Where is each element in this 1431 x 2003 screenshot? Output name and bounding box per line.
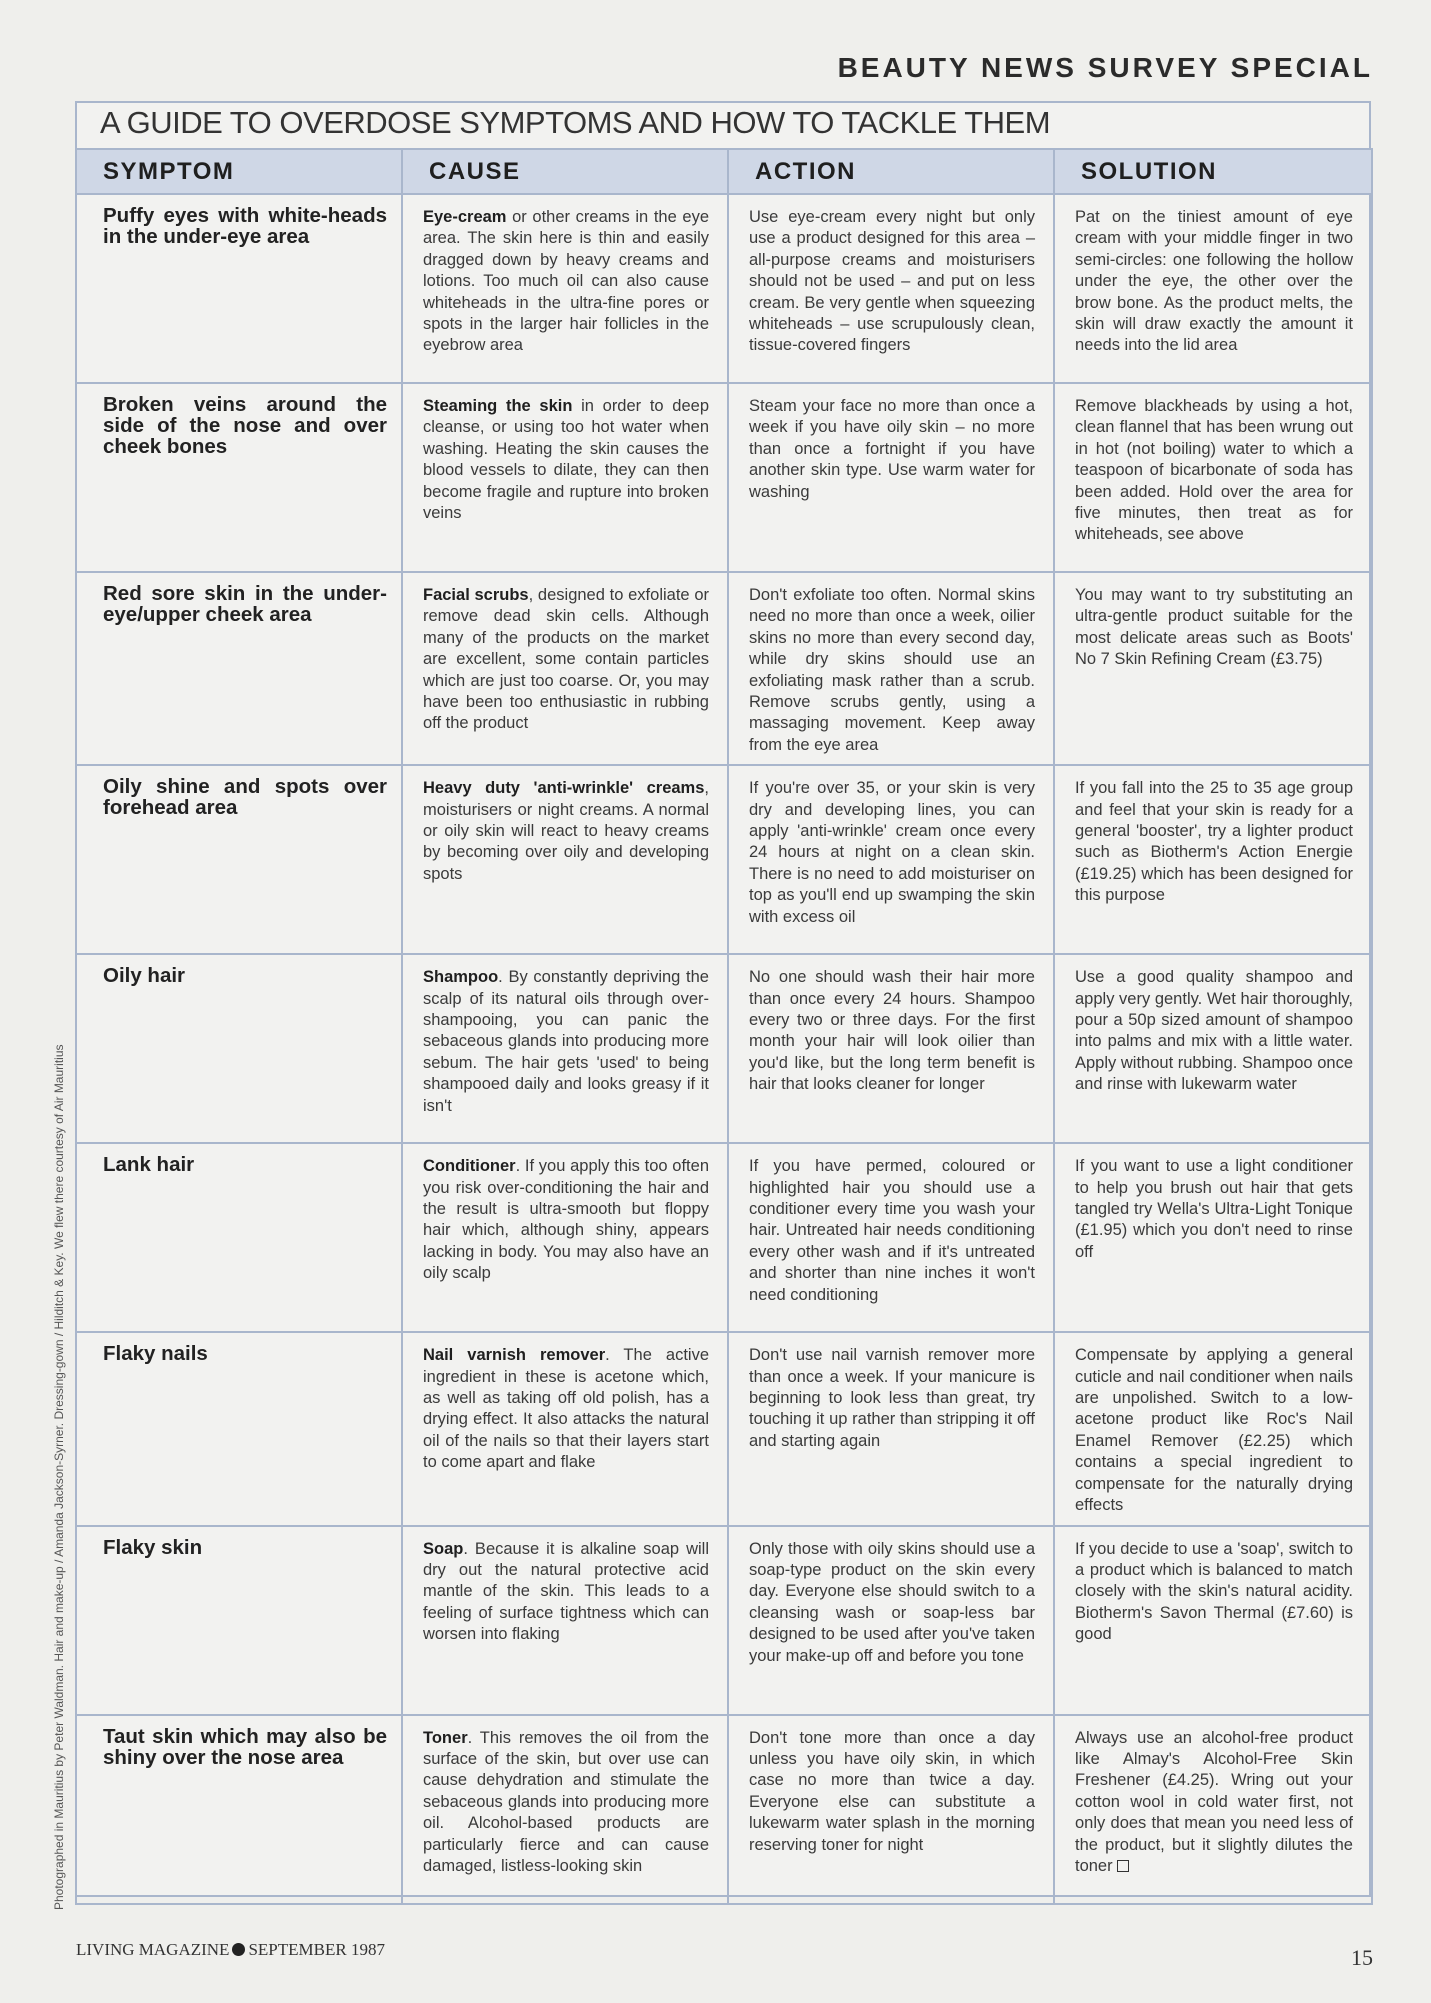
table-row (76, 1526, 1372, 1715)
cause-cell (402, 383, 728, 572)
bullet-icon (232, 1943, 245, 1956)
cause-lead: Steaming the skin (423, 397, 573, 415)
cause-text: , designed to exfoliate or remove dead skin cells. Although many of the products on the market are excellent, some contain particles which are just too coarse. Or, you may have been too enthusiastic in rubbing off the product (423, 586, 709, 733)
solution-text: Compensate by applying a general cuticle and nail conditioner when nails are unpolished. Switch to a low-acetone product like Roc's Nail Enamel Remover (£2.25) which contains a special ingredient to compensate for the naturally drying effects (1075, 1346, 1353, 1515)
action-cell: Don't use nail varnish remover more than once a week. If your manicure is beginning to look less than great, try touching it up rather than stripping it off and starting again (728, 1332, 1054, 1525)
symptom-cell: Flaky nails (76, 1332, 402, 1525)
symptom-cell: Lank hair (76, 1143, 402, 1332)
end-mark-icon (1117, 1860, 1129, 1872)
table-row (76, 1332, 1372, 1525)
cause-cell (402, 572, 728, 765)
solution-text: Always use an alcohol-free product like Almay's Alcohol-Free Skin Freshener (£4.25). Wring out your cotton wool in cold water first, not only does that mean you need less of the product, but it slightly dilutes the toner (1075, 1728, 1353, 1875)
symptom-cell: Broken veins around the side of the nose and over cheek bones (76, 383, 402, 572)
solution-cell (1054, 383, 1372, 572)
solution-text: Use a good quality shampoo and apply very gently. Wet hair thoroughly, pour a 50p sized amount of shampoo into palms and mix with a little water. Apply without rubbing. Shampoo once and rinse with lukewarm water (1075, 968, 1353, 1094)
cause-lead: Soap (423, 1539, 464, 1558)
cause-lead: Facial scrubs (423, 586, 529, 604)
solution-text: Pat on the tiniest amount of eye cream with your middle finger in two semi-circles: one following the hollow under the eye, the other over the brow bone. As the product melts, the skin will draw exactly the amount it needs into the lid area (1075, 208, 1353, 355)
cause-cell (402, 194, 728, 383)
cause-cell (402, 765, 728, 954)
column-header: ACTION (728, 149, 1054, 194)
cause-lead: Conditioner (423, 1157, 516, 1176)
solution-text: If you want to use a light conditioner to help you brush out hair that gets tangled try Wella's Ultra-Light Tonique (£1.95) which you don't need to rinse off (1075, 1157, 1353, 1261)
action-cell: Steam your face no more than once a week if you have oily skin – no more than once a fortnight if you have another skin type. Use warm water for washing (728, 383, 1054, 572)
column-header: SYMPTOM (76, 149, 402, 194)
action-cell: Use eye-cream every night but only use a product designed for this area – all-purpose creams and moisturisers should not be used – and put on less cream. Be very gentle when squeezing whiteheads – use scrupulously clean, tissue-covered fingers (728, 194, 1054, 383)
cause-lead: Shampoo (423, 968, 499, 987)
cause-cell (402, 1526, 728, 1715)
cause-text: , moisturisers or night creams. A normal or oily skin will react to heavy creams by becoming over oily and developing spots (423, 779, 709, 883)
cause-lead: Eye-cream (423, 208, 507, 226)
section-header: BEAUTY NEWS SURVEY SPECIAL (837, 52, 1373, 83)
table-row (76, 383, 1372, 572)
cause-cell (402, 1143, 728, 1332)
column-header: CAUSE (402, 149, 728, 194)
action-cell: Don't exfoliate too often. Normal skins need no more than once a week, oilier skins no more than every second day, while dry skins should use an exfoliating mask rather than a scrub. Remove scrubs gently, using a massaging movement. Keep away from the eye area (728, 572, 1054, 765)
cause-cell (402, 954, 728, 1143)
column-header: SOLUTION (1054, 149, 1372, 194)
symptom-cell: Flaky skin (76, 1526, 402, 1715)
solution-text: Remove blackheads by using a hot, clean flannel that has been wrung out in hot (not boiling) water to which a teaspoon of bicarbonate of soda has been added. Hold over the area for five minutes, then treat as for whiteheads, see above (1075, 397, 1353, 544)
symptom-cell: Oily hair (76, 954, 402, 1143)
page-number: 15 (1351, 1945, 1373, 1970)
table-row (76, 1143, 1372, 1332)
solution-cell (1054, 1715, 1372, 1904)
guide-table (75, 148, 1373, 1905)
solution-text: If you decide to use a 'soap', switch to a product which is balanced to match closely with the skin's natural acidity. Biotherm's Savon Thermal (£7.60) is good (1075, 1539, 1353, 1644)
cause-text: . By constantly depriving the scalp of its natural oils through over-shampooing, you can panic the sebaceous glands into producing more sebum. The hair gets 'used' to being shampooed daily and looks greasy if it isn't (423, 968, 709, 1115)
footer (76, 1940, 385, 1960)
table-row (76, 765, 1372, 954)
photo-credit: Photographed in Mauritius by Peter Waldman. Hair and make-up / Amanda Jackson-Syrner. Dressing-gown / Hilditch & Key. We flew there courtesy of Air Mauritius (52, 1044, 66, 1910)
cause-text: in order to deep cleanse, or using too hot water when washing. Heating the skin causes the blood vessels to dilate, they can then become fragile and rupture into broken veins (423, 397, 710, 523)
issue-date: SEPTEMBER 1987 (248, 1940, 385, 1959)
solution-cell (1054, 954, 1372, 1143)
action-cell: Don't tone more than once a day unless you have oily skin, in which case no more than twice a day. Everyone else can substitute a lukewarm water splash in the morning reserving toner for night (728, 1715, 1054, 1904)
cause-lead: Toner (423, 1728, 468, 1747)
solution-cell (1054, 765, 1372, 954)
symptom-cell: Puffy eyes with white-heads in the under-eye area (76, 194, 402, 383)
cause-text: or other creams in the eye area. The skin here is thin and easily dragged down by heavy creams and lotions. Too much oil can also cause whiteheads in the ultra-fine pores or spots in the larger hair follicles in the eyebrow area (423, 208, 709, 355)
action-cell: If you have permed, coloured or highlighted hair you should use a conditioner every time you wash your hair. Untreated hair needs conditioning every other wash and if it's untreated and shorter than nine inches it won't need conditioning (728, 1143, 1054, 1332)
table-row (76, 572, 1372, 765)
action-cell: Only those with oily skins should use a soap-type product on the skin every day. Everyone else should switch to a cleansing wash or soap-less bar designed to be used after you've taken your make-up off and before you tone (728, 1526, 1054, 1715)
action-cell: If you're over 35, or your skin is very dry and developing lines, you can apply 'anti-wrinkle' cream once every 24 hours at night on a clean skin. There is no need to add moisturiser on top as you'll end up swamping the skin with excess oil (728, 765, 1054, 954)
solution-cell (1054, 1526, 1372, 1715)
cause-lead: Heavy duty 'anti-wrinkle' creams (423, 779, 705, 798)
symptom-cell: Oily shine and spots over forehead area (76, 765, 402, 954)
guide-title: A GUIDE TO OVERDOSE SYMPTOMS AND HOW TO TACKLE THEM (100, 105, 1051, 140)
cause-text: . This removes the oil from the surface of the skin, but over use can cause dehydration and stimulate the sebaceous glands into producing more oil. Alcohol-based products are particularly fierce and can cause damaged, listless-looking skin (423, 1728, 709, 1875)
cause-cell (402, 1332, 728, 1525)
cause-text: . If you apply this too often you risk over-conditioning the hair and the result is ultra-smooth but floppy hair which, although shiny, appears lacking in body. You may also have an oily scalp (423, 1157, 709, 1283)
symptom-cell: Red sore skin in the under-eye/upper cheek area (76, 572, 402, 765)
solution-text: If you fall into the 25 to 35 age group and feel that your skin is ready for a general 'booster', try a lighter product such as Biotherm's Action Energie (£19.25) which has been designed for this purpose (1075, 779, 1353, 905)
table-header-row (76, 149, 1372, 194)
action-cell: No one should wash their hair more than once every 24 hours. Shampoo every two or three days. For the first month your hair will look oilier than you'd like, but the long term benefit is hair that looks cleaner for longer (728, 954, 1054, 1143)
cause-text: . The active ingredient in these is acetone which, as well as taking off old polish, has a drying effect. It also attacks the natural oil of the nails so that their layers start to come apart and flake (423, 1346, 709, 1472)
solution-cell (1054, 194, 1372, 383)
solution-cell (1054, 572, 1372, 765)
cause-cell (402, 1715, 728, 1904)
solution-cell (1054, 1332, 1372, 1525)
solution-cell (1054, 1143, 1372, 1332)
symptom-cell: Taut skin which may also be shiny over the nose area (76, 1715, 402, 1904)
cause-text: . Because it is alkaline soap will dry out the natural protective acid mantle of the skin. This leads to a feeling of surface tightness which can worsen into flaking (423, 1539, 709, 1644)
cause-lead: Nail varnish remover (423, 1346, 606, 1365)
table-row (76, 194, 1372, 383)
table-row (76, 1715, 1372, 1904)
solution-text: You may want to try substituting an ultra-gentle product suitable for the most delicate areas such as Boots' No 7 Skin Refining Cream (£3.75) (1075, 586, 1353, 669)
magazine-name: LIVING MAGAZINE (76, 1940, 230, 1959)
table-row (76, 954, 1372, 1143)
